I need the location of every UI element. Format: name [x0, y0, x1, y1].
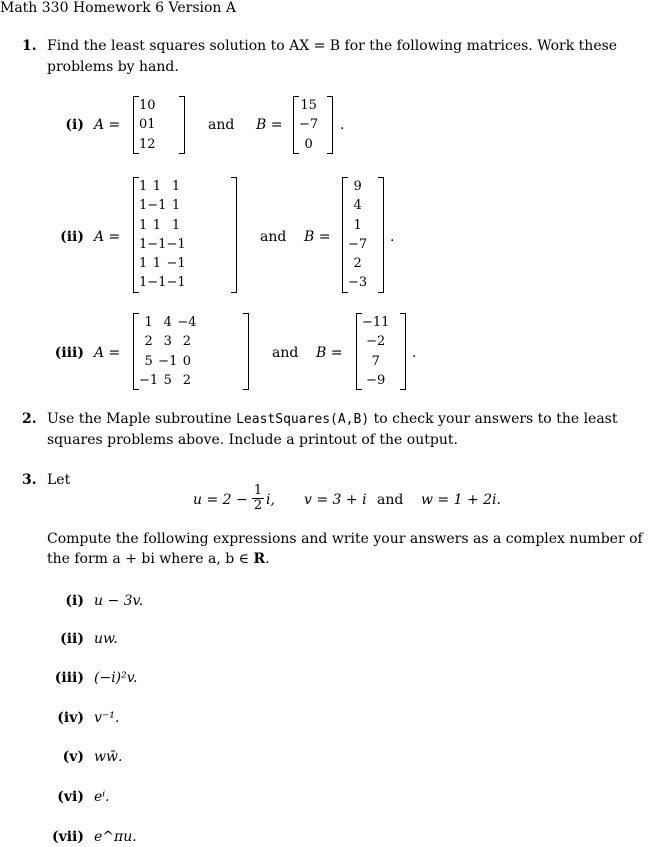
matrix-row — [139, 371, 197, 390]
matrix-entry: 2 — [353, 256, 362, 272]
matrix-entry: 1 — [152, 179, 161, 194]
period: . — [390, 229, 395, 245]
matrix-entry: −1 — [139, 372, 159, 388]
matrix-entry: 9 — [353, 179, 362, 194]
matrix-entry: 4 — [163, 315, 172, 330]
matrix-entry: 2 — [182, 372, 192, 388]
matrix-row — [348, 254, 367, 273]
text-pre: the form a + bi where a, b ∈ — [47, 551, 254, 567]
matrix-entry: 1 — [171, 179, 181, 194]
matrix-row — [139, 196, 186, 215]
matrix-row — [139, 177, 186, 196]
matrix-row — [139, 254, 186, 273]
matrix-entry: 3 — [163, 334, 172, 350]
problem-1-text-line1: Find the least squares solution to AX = B for the following matrices. Work these — [47, 38, 618, 54]
item-expression: ww̄. — [94, 749, 123, 765]
matrix-entry: 1 — [353, 217, 362, 233]
matrix-entry: −3 — [348, 275, 368, 291]
and-word: and — [208, 117, 235, 133]
matrix-entry: 0 — [304, 136, 313, 152]
item-label: (vii) — [51, 829, 84, 845]
matrix-entry: −2 — [366, 334, 386, 350]
matrix-entry: 2 — [144, 334, 153, 350]
fraction-numerator: 1 — [253, 483, 263, 498]
matrix-entry: 1 — [139, 179, 148, 194]
matrix-entry: −11 — [362, 315, 390, 330]
part-label: (i) — [65, 117, 84, 133]
problem-3-number: 3. — [22, 472, 37, 488]
matrix-b-ii — [342, 177, 384, 293]
matrix-entry: 1 — [171, 198, 181, 214]
matrix-row — [139, 273, 186, 292]
matrix-entry: −7 — [299, 117, 319, 133]
matrix-b-iii — [356, 313, 406, 390]
matrix-entry: −1 — [147, 198, 167, 214]
matrix-entry: 2 — [182, 334, 192, 350]
matrix-entry: 2 — [147, 136, 156, 152]
matrix-entry: −1 — [166, 236, 186, 252]
matrix-row — [362, 352, 389, 371]
matrix-entry: 4 — [353, 198, 362, 214]
matrix-row — [348, 273, 367, 292]
matrix-row — [139, 332, 197, 351]
matrix-entry: 1 — [139, 256, 148, 272]
matrix-row — [299, 96, 318, 115]
matrix-entry: −7 — [348, 236, 368, 252]
matrix-row — [348, 196, 367, 215]
matrix-entry: 1 — [171, 217, 181, 233]
let-word: Let — [47, 472, 71, 488]
item-label: (iv) — [57, 710, 84, 726]
fraction-denominator: 2 — [253, 498, 263, 513]
and-word: and — [377, 492, 404, 508]
matrix-a-ii — [133, 177, 237, 293]
matrix-row — [139, 235, 186, 254]
a-equals: A = — [94, 229, 121, 245]
matrix-entry: 1 — [144, 315, 153, 330]
period: . — [412, 345, 417, 361]
matrix-a-i — [133, 96, 185, 154]
matrix-entry: −1 — [166, 275, 186, 291]
matrix-b-i — [293, 96, 333, 154]
matrix-row — [139, 216, 186, 235]
page-title: Math 330 Homework 6 Version A — [0, 0, 237, 16]
item-expression: v⁻¹. — [94, 710, 120, 726]
text-post: . — [265, 551, 270, 567]
matrix-entry: 1 — [139, 236, 148, 252]
matrix-entry: 1 — [147, 117, 156, 133]
matrix-entry: −1 — [166, 256, 186, 272]
matrix-entry: 1 — [139, 198, 148, 214]
matrix-row — [362, 313, 389, 332]
one-half-fraction — [252, 484, 264, 513]
a-equals: A = — [94, 117, 121, 133]
matrix-entry: 0 — [182, 353, 192, 369]
matrix-entry: −9 — [366, 372, 386, 388]
reals-symbol: R — [253, 551, 266, 567]
matrix-row — [362, 332, 389, 351]
part-label: (iii) — [54, 345, 84, 361]
problem-2-text-pre: Use the Maple subroutine — [47, 411, 237, 427]
matrix-row — [348, 235, 367, 254]
part-label: (ii) — [60, 229, 84, 245]
matrix-row — [348, 216, 367, 235]
matrix-entry: −1 — [147, 236, 167, 252]
item-label: (v) — [62, 749, 84, 765]
matrix-row — [139, 96, 156, 115]
problem-1-number: 1. — [22, 38, 37, 54]
item-expression: uw. — [94, 631, 118, 647]
matrix-row — [139, 313, 197, 332]
matrix-row — [299, 135, 318, 154]
maple-code: LeastSquares(A,B) — [236, 412, 370, 427]
matrix-row — [348, 177, 367, 196]
matrix-row — [362, 371, 389, 390]
item-label: (iii) — [54, 670, 84, 686]
u-definition-tail: i, — [266, 492, 275, 508]
and-word: and — [272, 345, 299, 361]
item-expression: eⁱ. — [94, 789, 110, 805]
matrix-entry: 1 — [139, 275, 148, 291]
period: . — [340, 117, 345, 133]
problem-2-text-line1 — [47, 411, 618, 427]
w-definition: w = 1 + 2i. — [421, 492, 501, 508]
matrix-entry: 1 — [152, 256, 161, 272]
matrix-row — [139, 115, 156, 134]
problem-1-text-line2: problems by hand. — [47, 59, 179, 75]
problem-3-text-line1: Compute the following expressions and write your answers as a complex number of — [47, 531, 643, 547]
item-expression: (−i)²v. — [94, 670, 138, 686]
matrix-entry: −4 — [177, 315, 197, 330]
b-equals: B = — [256, 117, 283, 133]
item-label: (ii) — [60, 631, 84, 647]
problem-2-text-post: to check your answers to the least — [369, 411, 618, 427]
matrix-row — [299, 115, 318, 134]
item-expression: u − 3v. — [94, 593, 144, 609]
and-word: and — [260, 229, 287, 245]
matrix-entry: −1 — [158, 353, 178, 369]
matrix-a-iii — [133, 313, 249, 390]
item-label: (i) — [65, 593, 84, 609]
matrix-entry: 5 — [144, 353, 153, 369]
matrix-entry: 15 — [300, 98, 317, 113]
problem-2-text-line2: squares problems above. Include a printout of the output. — [47, 432, 458, 448]
matrix-entry: 1 — [152, 217, 161, 233]
problem-2-number: 2. — [22, 411, 37, 427]
u-definition-lhs: u = 2 − — [193, 492, 248, 508]
matrix-entry: −1 — [147, 275, 167, 291]
matrix-row — [139, 352, 197, 371]
matrix-entry: 7 — [371, 353, 380, 369]
item-label: (vi) — [57, 789, 84, 805]
matrix-entry: 0 — [147, 98, 156, 113]
item-expression: e^πu. — [94, 829, 137, 845]
b-equals: B = — [304, 229, 331, 245]
a-equals: A = — [94, 345, 121, 361]
b-equals: B = — [316, 345, 343, 361]
matrix-entry: 1 — [139, 217, 148, 233]
problem-3-text-line2 — [47, 551, 270, 567]
matrix-entry: 1 — [139, 98, 148, 113]
v-definition: v = 3 + i — [304, 492, 367, 508]
matrix-entry: 1 — [139, 136, 148, 152]
matrix-row — [139, 135, 156, 154]
matrix-entry: 0 — [139, 117, 148, 133]
matrix-entry: 5 — [163, 372, 172, 388]
